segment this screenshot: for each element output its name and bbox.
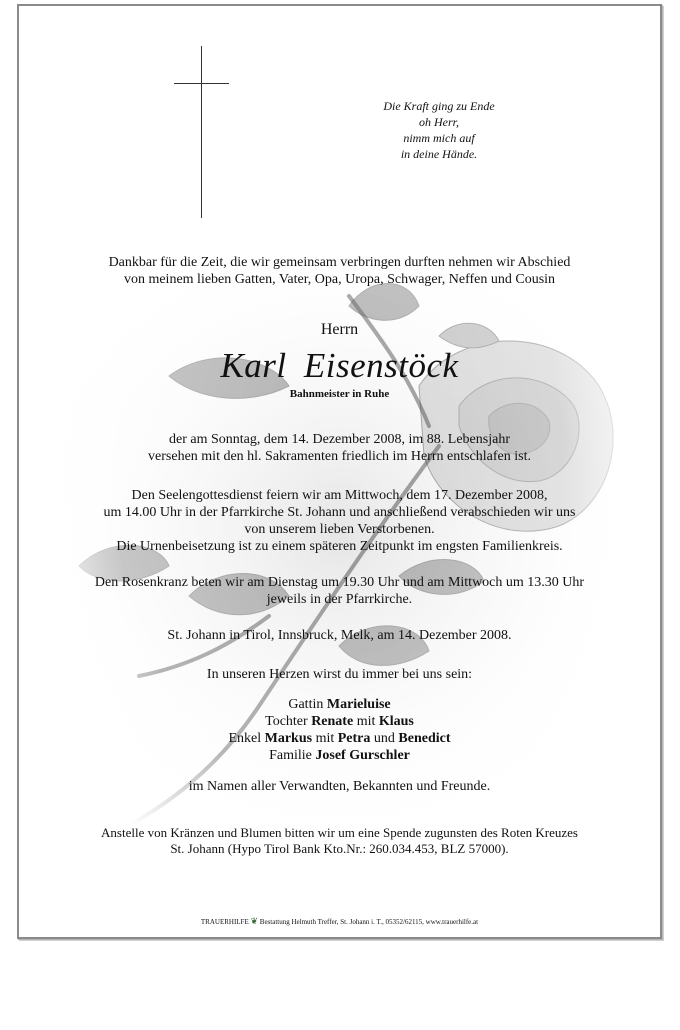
poem-line: Die Kraft ging zu Ende [383, 99, 495, 113]
place-date: St. Johann in Tirol, Innsbruck, Melk, am 14. Dezember 2008. [167, 628, 512, 643]
poem-line: oh Herr, [418, 115, 459, 129]
mourner-row: Tochter Renate mit Klaus [265, 714, 414, 729]
rose-background-image [19, 6, 660, 937]
obituary-card [17, 4, 662, 939]
poem [344, 98, 534, 162]
rosary-notice: Den Rosenkranz beten wir am Dienstag um 19.30 Uhr und am Mittwoch um 13.30 Uhr jeweils in der Pfarrkirche. [94, 575, 585, 607]
memory-line: In unseren Herzen wirst du immer bei uns sein: [206, 667, 473, 682]
footer-text: Bestattung Helmuth Treffer, St. Johann i. T., 05352/62115, www.trauerhilfe.at [259, 918, 479, 926]
cross-icon [201, 46, 202, 218]
intro-text: Dankbar für die Zeit, die wir gemeinsam verbringen durften nehmen wir Abschied von meinem lieben Gatten, Vater, Opa, Uropa, Schwager, Neffen und Cousin [108, 255, 571, 287]
funeral-service: Den Seelengottesdienst feiern wir am Mittwoch, dem 17. Dezember 2008, um 14.00 Uhr in der Pfarrkirche St. Johann und anschließend verabschieden wir uns von unserem lieben Verstorbenen. Die Urnenbeisetzung ist zu einem späteren Zeitpunkt im engsten Familienkreis. [103, 488, 576, 554]
mourner-row: Familie Josef Gurschler [269, 748, 410, 763]
mourner-row: Gattin Marieluise [288, 697, 391, 712]
leaf-icon: ❦ [250, 916, 259, 926]
salutation: Herrn [320, 321, 359, 338]
donation-notice: Anstelle von Kränzen und Blumen bitten wir um eine Spende zugunsten des Roten Kreuzes St. Johann (Hypo Tirol Bank Kto.Nr.: 260.034.453, BLZ 57000). [101, 825, 578, 856]
relatives-line: im Namen aller Verwandten, Bekannten und Freunde. [188, 779, 491, 794]
mourners-list [19, 696, 660, 764]
deceased-profession: Bahnmeister in Ruhe [289, 388, 390, 400]
death-notice: der am Sonntag, dem 14. Dezember 2008, im 88. Lebensjahr versehen mit den hl. Sakramenten friedlich im Herrn entschlafen ist. [148, 432, 531, 464]
deceased-name: Karl Eisenstöck [220, 346, 459, 385]
poem-line: nimm mich auf [403, 131, 475, 145]
mourner-row: Enkel Markus mit Petra und Benedict [228, 731, 451, 746]
footer [19, 916, 660, 927]
footer-brand: TRAUERHILFE [200, 918, 249, 926]
cross-icon-bar [174, 83, 229, 84]
poem-line: in deine Hände. [400, 147, 478, 161]
